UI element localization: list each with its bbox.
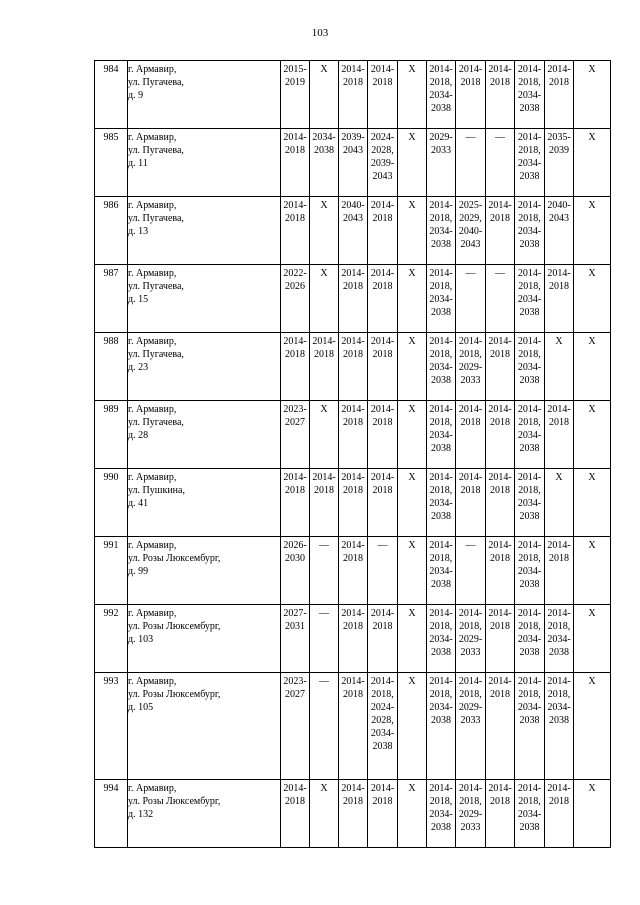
address-cell [128,537,281,605]
schedule-cell: — [486,129,515,197]
address-line: ул. Розы Люксембург, [128,553,221,564]
schedule-cell: X [398,129,427,197]
schedule-cell: X [310,61,339,129]
schedule-cell: 2039- 2043 [339,129,368,197]
address-cell [128,265,281,333]
row-number: 988 [95,333,128,401]
schedule-cell: X [574,605,611,673]
row-number: 984 [95,61,128,129]
row-number: 992 [95,605,128,673]
schedule-cell: 2014- 2018, 2034- 2038 [515,129,545,197]
address-line: д. 11 [128,158,148,169]
table-row [95,401,611,469]
schedule-cell: 2014- 2018 [281,129,310,197]
schedule-cell: 2014- 2018 [339,537,368,605]
schedule-cell: 2014- 2018, 2034- 2038 [427,61,456,129]
schedule-cell: 2014- 2018 [339,401,368,469]
schedule-cell: 2014- 2018, 2034- 2038 [427,333,456,401]
schedule-cell: 2014- 2018 [486,401,515,469]
address-line: д. 28 [128,430,149,441]
row-number: 987 [95,265,128,333]
schedule-cell: 2014- 2018 [281,780,310,848]
schedule-cell: 2014- 2018, 2034- 2038 [427,469,456,537]
schedule-cell: — [456,129,486,197]
table-row [95,673,611,780]
schedule-cell: 2014- 2018, 2029- 2033 [456,333,486,401]
table-row [95,333,611,401]
schedule-cell: 2027- 2031 [281,605,310,673]
schedule-cell: X [574,401,611,469]
schedule-cell: 2014- 2018 [486,673,515,780]
address-line: ул. Розы Люксембург, [128,796,221,807]
table-row [95,537,611,605]
schedule-cell: 2014- 2018, 2034- 2038 [515,537,545,605]
schedule-cell: 2014- 2018, 2034- 2038 [515,265,545,333]
schedule-cell: 2014- 2018 [368,61,398,129]
address-line: г. Армавир, [128,540,177,551]
schedule-cell: X [574,469,611,537]
row-number: 989 [95,401,128,469]
schedule-cell: 2014- 2018 [310,469,339,537]
address-line: г. Армавир, [128,200,177,211]
address-line: г. Армавир, [128,608,177,619]
schedule-cell: 2014- 2018 [368,469,398,537]
schedule-cell: X [398,780,427,848]
row-number: 985 [95,129,128,197]
table-row [95,469,611,537]
schedule-cell: X [310,401,339,469]
repair-schedule-table [94,60,611,848]
schedule-cell: 2014- 2018, 2034- 2038 [515,197,545,265]
schedule-cell: X [574,197,611,265]
table-row [95,605,611,673]
schedule-cell: X [398,197,427,265]
address-line: г. Армавир, [128,676,177,687]
schedule-cell: 2014- 2018, 2029- 2033 [456,673,486,780]
schedule-cell: — [310,673,339,780]
address-line: д. 9 [128,90,144,101]
schedule-cell: X [398,265,427,333]
schedule-cell: 2014- 2018, 2034- 2038 [515,673,545,780]
schedule-cell: X [574,61,611,129]
schedule-cell: 2015- 2019 [281,61,310,129]
schedule-cell: — [310,605,339,673]
schedule-cell: 2014- 2018 [339,61,368,129]
schedule-cell: X [574,333,611,401]
schedule-cell: X [574,129,611,197]
schedule-cell: 2014- 2018, 2029- 2033 [456,605,486,673]
address-line: д. 13 [128,226,149,237]
schedule-cell: 2014- 2018 [339,333,368,401]
address-cell [128,469,281,537]
schedule-cell: 2014- 2018, 2034- 2038 [427,605,456,673]
address-cell [128,401,281,469]
schedule-cell: X [310,197,339,265]
address-line: д. 105 [128,702,154,713]
schedule-cell: — [456,537,486,605]
schedule-cell: 2034- 2038 [310,129,339,197]
address-cell [128,61,281,129]
schedule-cell: X [398,61,427,129]
page-number: 103 [311,27,329,39]
schedule-cell: 2023- 2027 [281,673,310,780]
schedule-cell: X [398,469,427,537]
table-row [95,61,611,129]
schedule-cell: 2014- 2018 [281,333,310,401]
schedule-cell: 2014- 2018 [310,333,339,401]
schedule-cell: 2014- 2018 [486,605,515,673]
schedule-cell: X [574,265,611,333]
schedule-cell: 2014- 2018 [456,61,486,129]
address-line: г. Армавир, [128,472,177,483]
schedule-cell: 2014- 2018 [456,469,486,537]
schedule-cell: 2014- 2018, 2029- 2033 [456,780,486,848]
schedule-cell: 2014- 2018 [368,401,398,469]
schedule-cell: 2014- 2018, 2034- 2038 [515,401,545,469]
schedule-cell: 2014- 2018, 2024- 2028, 2034- 2038 [368,673,398,780]
address-line: г. Армавир, [128,132,177,143]
schedule-cell: 2035- 2039 [545,129,574,197]
address-line: ул. Пугачева, [128,77,184,88]
address-line: д. 15 [128,294,149,305]
address-line: г. Армавир, [128,268,177,279]
schedule-cell: X [398,605,427,673]
row-number: 991 [95,537,128,605]
schedule-cell: X [398,333,427,401]
schedule-cell: 2014- 2018 [368,605,398,673]
schedule-cell: 2014- 2018 [368,780,398,848]
schedule-cell: 2014- 2018 [339,469,368,537]
schedule-cell: 2014- 2018 [545,61,574,129]
table-row [95,780,611,848]
table-body [95,61,611,848]
schedule-cell: 2014- 2018, 2034- 2038 [427,537,456,605]
table-row [95,197,611,265]
schedule-cell: 2014- 2018 [486,61,515,129]
table-row [95,265,611,333]
schedule-cell: 2014- 2018, 2034- 2038 [545,673,574,780]
schedule-cell: 2014- 2018, 2034- 2038 [545,605,574,673]
address-cell [128,129,281,197]
address-line: ул. Пушкина, [128,485,185,496]
schedule-cell: — [368,537,398,605]
schedule-cell: X [310,780,339,848]
row-number: 990 [95,469,128,537]
schedule-cell: 2022- 2026 [281,265,310,333]
schedule-cell: 2014- 2018, 2034- 2038 [515,780,545,848]
address-cell [128,673,281,780]
address-line: ул. Пугачева, [128,281,184,292]
schedule-cell: 2014- 2018 [486,197,515,265]
address-line: д. 41 [128,498,149,509]
address-cell [128,333,281,401]
schedule-cell: 2029- 2033 [427,129,456,197]
row-number: 994 [95,780,128,848]
schedule-cell: X [398,673,427,780]
schedule-cell: 2014- 2018, 2034- 2038 [427,265,456,333]
schedule-cell: X [574,780,611,848]
schedule-cell: 2014- 2018 [339,673,368,780]
table-row [95,129,611,197]
schedule-cell: X [574,673,611,780]
address-cell [128,780,281,848]
schedule-cell: 2014- 2018 [486,469,515,537]
schedule-cell: 2014- 2018 [339,780,368,848]
address-line: ул. Пугачева, [128,417,184,428]
schedule-cell: 2014- 2018, 2034- 2038 [427,780,456,848]
schedule-cell: 2014- 2018, 2034- 2038 [515,605,545,673]
schedule-cell: 2014- 2018, 2034- 2038 [427,197,456,265]
schedule-cell: 2014- 2018, 2034- 2038 [427,401,456,469]
schedule-cell: X [574,537,611,605]
schedule-cell: 2014- 2018 [486,537,515,605]
schedule-cell: — [486,265,515,333]
address-line: г. Армавир, [128,783,177,794]
schedule-cell: 2014- 2018 [545,780,574,848]
schedule-cell: 2014- 2018 [339,605,368,673]
schedule-cell: — [310,537,339,605]
address-line: г. Армавир, [128,64,177,75]
address-line: ул. Пугачева, [128,349,184,360]
schedule-cell: 2014- 2018, 2034- 2038 [515,61,545,129]
schedule-cell: 2014- 2018 [545,265,574,333]
schedule-cell: 2026- 2030 [281,537,310,605]
schedule-cell: 2025- 2029, 2040- 2043 [456,197,486,265]
address-line: д. 103 [128,634,154,645]
schedule-cell: 2014- 2018 [486,780,515,848]
schedule-cell: X [545,469,574,537]
address-cell [128,605,281,673]
schedule-cell: 2014- 2018 [339,265,368,333]
schedule-cell: 2023- 2027 [281,401,310,469]
schedule-cell: 2014- 2018 [368,333,398,401]
row-number: 993 [95,673,128,780]
schedule-cell: X [398,537,427,605]
address-line: г. Армавир, [128,404,177,415]
address-line: д. 99 [128,566,149,577]
schedule-cell: 2014- 2018, 2034- 2038 [427,673,456,780]
schedule-cell: 2040- 2043 [339,197,368,265]
schedule-cell: 2014- 2018, 2034- 2038 [515,333,545,401]
row-number: 986 [95,197,128,265]
schedule-cell: 2014- 2018 [368,197,398,265]
schedule-cell: 2040- 2043 [545,197,574,265]
address-line: д. 132 [128,809,154,820]
address-line: ул. Пугачева, [128,213,184,224]
address-line: д. 23 [128,362,149,373]
schedule-cell: 2014- 2018 [456,401,486,469]
schedule-cell: 2014- 2018 [545,537,574,605]
schedule-cell: 2014- 2018 [486,333,515,401]
schedule-cell: 2024- 2028, 2039- 2043 [368,129,398,197]
address-line: ул. Розы Люксембург, [128,689,221,700]
schedule-cell: 2014- 2018 [281,197,310,265]
address-line: г. Армавир, [128,336,177,347]
schedule-cell: X [310,265,339,333]
schedule-cell: X [545,333,574,401]
schedule-cell: 2014- 2018 [368,265,398,333]
address-cell [128,197,281,265]
schedule-cell: 2014- 2018 [545,401,574,469]
schedule-cell: 2014- 2018 [281,469,310,537]
schedule-cell: 2014- 2018, 2034- 2038 [515,469,545,537]
schedule-cell: X [398,401,427,469]
address-line: ул. Пугачева, [128,145,184,156]
address-line: ул. Розы Люксембург, [128,621,221,632]
schedule-cell: — [456,265,486,333]
